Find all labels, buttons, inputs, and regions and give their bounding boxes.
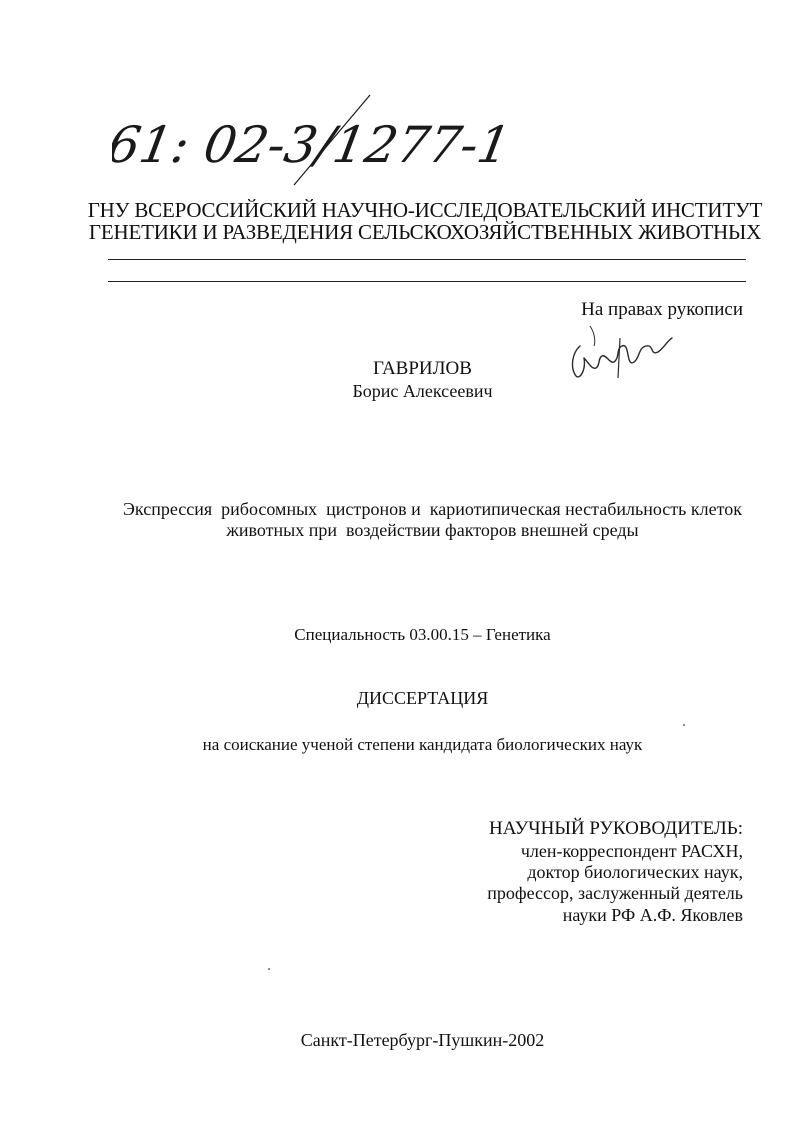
specialty: Специальность 03.00.15 – Генетика <box>294 625 551 644</box>
author-given-names: Борис Алексеевич <box>352 381 493 401</box>
dissertation-title-line-2: животных при воздействии факторов внешней среды <box>226 520 639 540</box>
scan-speck <box>683 724 685 726</box>
place-and-year: Санкт-Петербург-Пушкин-2002 <box>300 1030 545 1050</box>
document-type: ДИССЕРТАЦИЯ <box>356 688 489 708</box>
advisor-heading: НАУЧНЫЙ РУКОВОДИТЕЛЬ: <box>489 818 743 839</box>
institute-line-1: ГНУ ВСЕРОССИЙСКИЙ НАУЧНО-ИССЛЕДОВАТЕЛЬСКИЙ ИНСТИТУТ <box>87 198 763 222</box>
advisor-line-2: доктор биологических наук, <box>527 862 743 882</box>
divider-line-bottom <box>108 281 746 282</box>
degree-sought: на соискание ученой степени кандидата биологических наук <box>202 735 643 754</box>
archive-code-text: 61: 02-3/1277-1 <box>112 115 512 174</box>
advisor-line-4: науки РФ А.Ф. Яковлев <box>562 905 743 925</box>
archive-code-handwriting <box>112 90 512 200</box>
institute-line-2: ГЕНЕТИКИ И РАЗВЕДЕНИЯ СЕЛЬСКОХОЗЯЙСТВЕННЫХ ЖИВОТНЫХ <box>88 220 762 244</box>
divider-line-top <box>108 259 746 260</box>
advisor-line-3: профессор, заслуженный деятель <box>487 883 743 903</box>
advisor-line-1: член-корреспондент РАСХН, <box>520 841 743 861</box>
dissertation-title-line-1: Экспрессия рибосомных цистронов и кариотипическая нестабильность клеток <box>123 499 742 519</box>
scan-speck <box>268 968 270 970</box>
archive-code <box>112 90 512 200</box>
manuscript-rights-note: На правах рукописи <box>581 299 743 320</box>
author-surname: ГАВРИЛОВ <box>373 358 472 379</box>
